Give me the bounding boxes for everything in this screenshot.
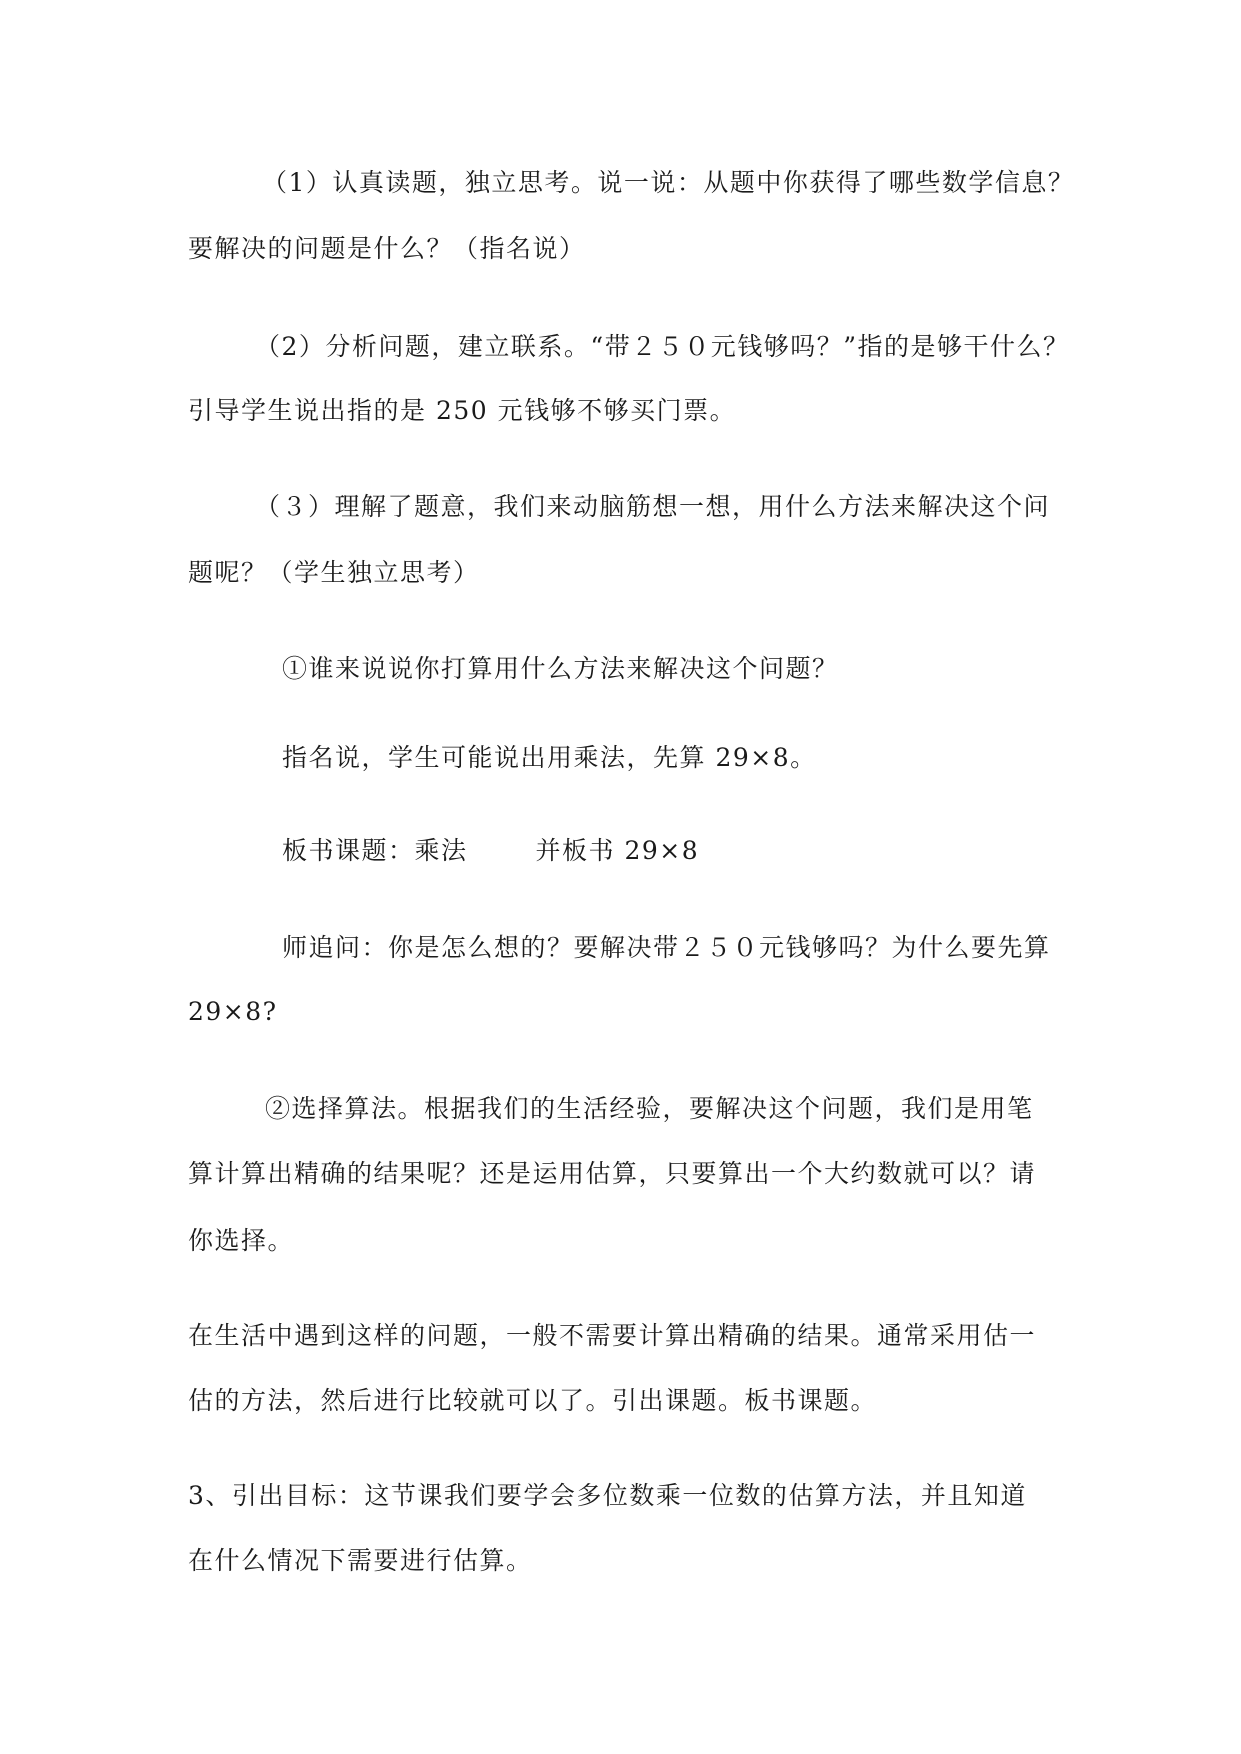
paragraph-2-line-1: （2）分析问题，建立联系。“带２５０元钱够吗？”指的是够干什么？: [255, 332, 1070, 361]
paragraph-2-line-2: 引导学生说出指的是 250 元钱够不够买门票。: [188, 396, 737, 425]
board-title-text: 板书课题：乘法: [282, 836, 468, 865]
paragraph-4-line-1: ①谁来说说你打算用什么方法来解决这个问题？: [282, 654, 839, 683]
paragraph-7-line-2: 29×8?: [188, 997, 278, 1026]
paragraph-1-line-1: （1）认真读题，独立思考。说一说：从题中你获得了哪些数学信息？: [262, 168, 1075, 197]
paragraph-8-line-3: 你选择。: [188, 1226, 295, 1255]
paragraph-7-line-1: 师追问：你是怎么想的？要解决带２５０元钱够吗？为什么要先算: [282, 933, 1051, 962]
paragraph-3-line-2: 题呢？（学生独立思考）: [188, 558, 480, 587]
paragraph-10-line-2: 在什么情况下需要进行估算。: [188, 1546, 533, 1575]
board-expression-text: 并板书 29×8: [535, 836, 700, 865]
paragraph-6-line-1: [282, 834, 699, 868]
paragraph-9-line-1: 在生活中遇到这样的问题，一般不需要计算出精确的结果。通常采用估一: [188, 1321, 1037, 1350]
paragraph-10-line-1: 3、引出目标：这节课我们要学会多位数乘一位数的估算方法，并且知道: [188, 1481, 1027, 1510]
paragraph-8-line-2: 算计算出精确的结果呢？还是运用估算，只要算出一个大约数就可以？请: [188, 1159, 1037, 1188]
paragraph-3-line-1: （３）理解了题意，我们来动脑筋想一想，用什么方法来解决这个问: [255, 492, 1051, 521]
paragraph-5-line-1: 指名说，学生可能说出用乘法，先算 29×8。: [282, 743, 817, 772]
paragraph-1-line-2: 要解决的问题是什么？（指名说）: [188, 234, 586, 263]
paragraph-8-line-1: ②选择算法。根据我们的生活经验，要解决这个问题，我们是用笔: [265, 1094, 1034, 1123]
paragraph-9-line-2: 估的方法，然后进行比较就可以了。引出课题。板书课题。: [188, 1386, 878, 1415]
